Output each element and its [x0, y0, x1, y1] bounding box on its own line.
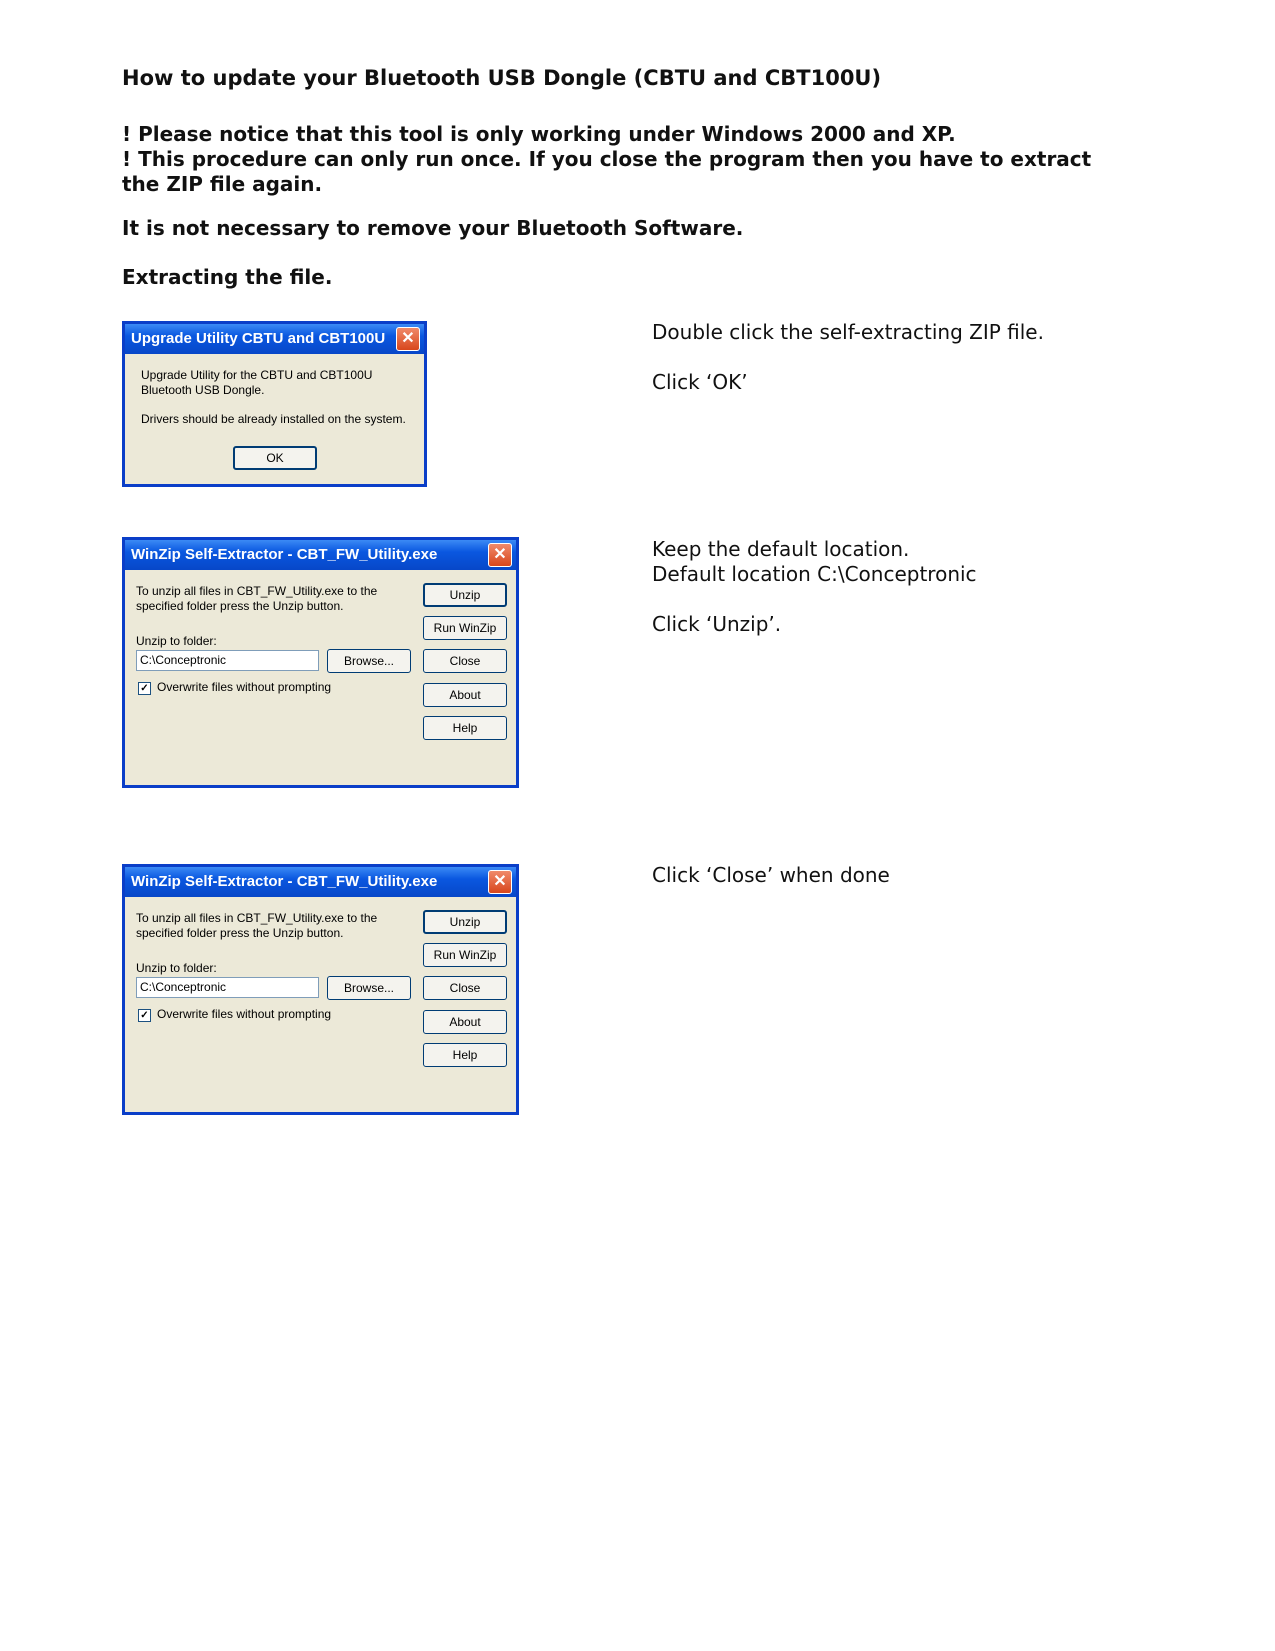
close-button[interactable]: Close	[423, 649, 507, 673]
dialog-title: WinZip Self-Extractor - CBT_FW_Utility.exe	[131, 873, 438, 890]
overwrite-checkbox[interactable]: ✓	[138, 1009, 151, 1022]
message-line: Drivers should be already installed on the system.	[141, 412, 406, 426]
instruction-line: Click ‘Close’ when done	[652, 863, 890, 887]
description-line: specified folder press the Unzip button.	[136, 926, 344, 940]
unzip-button[interactable]: Unzip	[423, 583, 507, 607]
instruction-line: Double click the self-extracting ZIP file.	[652, 320, 1044, 344]
folder-label: Unzip to folder:	[136, 961, 217, 975]
dialog-title: Upgrade Utility CBTU and CBT100U	[131, 330, 386, 347]
close-icon[interactable]: ✕	[488, 870, 512, 894]
step3-instructions	[652, 863, 890, 913]
instruction-line: Click ‘Unzip’.	[652, 612, 782, 636]
about-button[interactable]: About	[423, 1010, 507, 1034]
notice-block	[122, 122, 1132, 197]
winzip-dialog-close	[122, 864, 519, 1115]
instruction-line: Default location C:\Conceptronic	[652, 562, 977, 586]
step2-instructions	[652, 537, 977, 662]
run-winzip-button[interactable]: Run WinZip	[423, 943, 507, 967]
notice-once: ! This procedure can only run once. If you close the program then you have to extract the ZIP file again.	[122, 147, 1092, 196]
close-icon[interactable]: ✕	[488, 543, 512, 567]
dialog-description	[136, 911, 377, 941]
folder-label: Unzip to folder:	[136, 634, 217, 648]
instruction-line: Click ‘OK’	[652, 370, 748, 394]
document-title: How to update your Bluetooth USB Dongle (CBTU and CBT100U)	[122, 66, 882, 90]
message-line: Upgrade Utility for the CBTU and CBT100U	[141, 368, 373, 382]
dialog-message	[141, 368, 406, 427]
dialog-title: WinZip Self-Extractor - CBT_FW_Utility.exe	[131, 546, 438, 563]
winzip-dialog-unzip	[122, 537, 519, 788]
folder-input[interactable]: C:\Conceptronic	[136, 977, 319, 998]
description-line: To unzip all files in CBT_FW_Utility.exe to the	[136, 911, 378, 925]
close-button[interactable]: Close	[423, 976, 507, 1000]
dialog-titlebar	[125, 867, 516, 897]
about-button[interactable]: About	[423, 683, 507, 707]
folder-input[interactable]: C:\Conceptronic	[136, 650, 319, 671]
step1-instructions	[652, 320, 1044, 420]
upgrade-utility-dialog	[122, 321, 427, 487]
notice-os: ! Please notice that this tool is only working under Windows 2000 and XP.	[122, 122, 956, 146]
description-line: To unzip all files in CBT_FW_Utility.exe to the	[136, 584, 378, 598]
overwrite-label: Overwrite files without prompting	[157, 680, 332, 694]
dialog-description	[136, 584, 377, 614]
section-heading-extract: Extracting the file.	[122, 265, 333, 289]
description-line: specified folder press the Unzip button.	[136, 599, 344, 613]
run-winzip-button[interactable]: Run WinZip	[423, 616, 507, 640]
unzip-button[interactable]: Unzip	[423, 910, 507, 934]
dialog-titlebar	[125, 324, 424, 354]
dialog-titlebar	[125, 540, 516, 570]
close-icon[interactable]: ✕	[396, 327, 420, 351]
instruction-line: Keep the default location.	[652, 537, 910, 561]
help-button[interactable]: Help	[423, 716, 507, 740]
message-line: Bluetooth USB Dongle.	[141, 383, 265, 397]
ok-button[interactable]: OK	[233, 446, 317, 470]
overwrite-checkbox[interactable]: ✓	[138, 682, 151, 695]
browse-button[interactable]: Browse...	[327, 649, 411, 673]
help-button[interactable]: Help	[423, 1043, 507, 1067]
browse-button[interactable]: Browse...	[327, 976, 411, 1000]
no-remove-note: It is not necessary to remove your Bluetooth Software.	[122, 216, 744, 240]
overwrite-label: Overwrite files without prompting	[157, 1007, 332, 1021]
